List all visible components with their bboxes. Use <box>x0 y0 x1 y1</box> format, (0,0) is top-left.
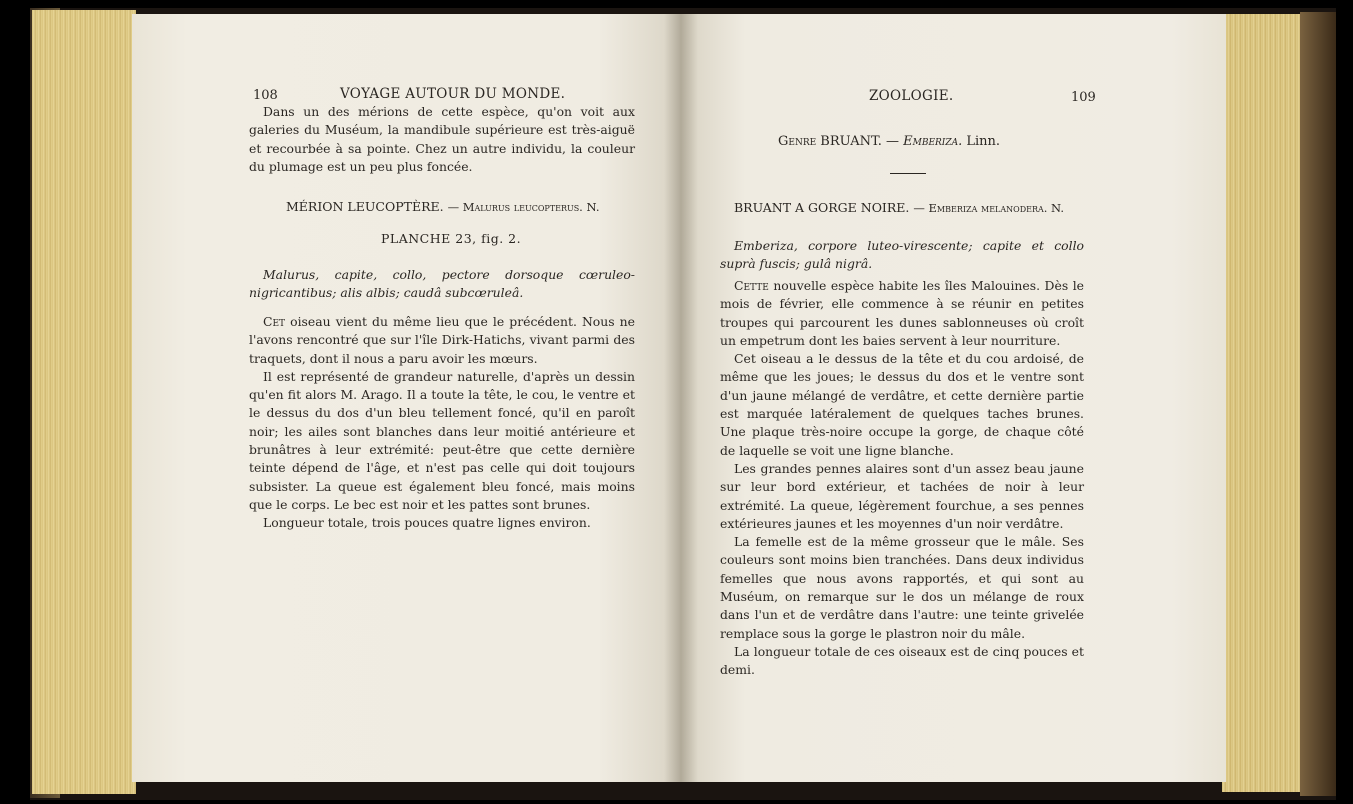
genus-title: Genre BRUANT. — <box>778 134 899 149</box>
genus-author: Linn. <box>966 134 1001 149</box>
left-species-heading <box>286 199 599 214</box>
genus-latin: Emberiza. <box>903 134 963 149</box>
right-species-title: BRUANT A GORGE NOIRE. <box>734 200 910 215</box>
page-edges-left <box>32 10 136 794</box>
page-edges-right <box>1222 14 1302 792</box>
book-gutter <box>664 14 698 782</box>
right-species-heading <box>734 200 1064 215</box>
left-running-head: VOYAGE AUTOUR DU MONDE. <box>340 86 566 102</box>
right-para-4: La femelle est de la même grosseur que le mâle. Ses couleurs sont moins bien tranchées. Dans deux individus femelles que nous avons rapportés, et qui sont au Muséum, on remarque sur le dos un mélange de roux dans l'un et de verdâtre dans l'autre: une teinte grivelée remplace sous la gorge le plastron noir du mâle. <box>720 534 1084 641</box>
right-species-latin: — Emberiza melanodera. N. <box>913 201 1065 215</box>
plate-reference: PLANCHE 23, fig. 2. <box>381 231 522 246</box>
left-para-2: Il est représenté de grandeur naturelle, d'après un dessin qu'en fit alors M. Arago. Il a toute la tête, le cou, le ventre et le dessus du dos d'un bleu tellement foncé, qu'il en paroît noir; les ailes sont blanches dans leur moitié antérieure et brunâtres à leur extrémité: peut-être que cette dernière teinte dépend de l'âge, et n'est pas celle qui doit toujours subsister. La queue est également bleu foncé, mais moins que le corps. Le bec est noir et les pattes sont brunes. <box>249 368 635 512</box>
left-para-1-text: oiseau vient du même lieu que le précédent. Nous ne l'avons rencontré que sur l'île Dirk-Hatichs, vivant parmi des traquets, dont il nous a paru avoir les mœurs. <box>249 314 635 366</box>
left-intro-paragraph <box>249 103 635 176</box>
right-page-number: 109 <box>1071 90 1096 105</box>
left-para-3: Longueur totale, trois pouces quatre lignes environ. <box>263 515 591 531</box>
left-diagnosis <box>249 266 635 303</box>
left-para-1-lead: Cet <box>263 314 286 329</box>
right-running-head: ZOOLOGIE. <box>869 88 954 104</box>
diagnosis-text: Malurus, capite, collo, pectore dorsoque cœruleo-nigricantibus; alis albis; caudâ subcœruleâ. <box>249 267 635 301</box>
section-divider <box>890 173 926 174</box>
left-body <box>249 313 635 533</box>
right-para-1-lead: Cette <box>734 278 769 293</box>
right-para-1-text: nouvelle espèce habite les îles Malouines. Dès le mois de février, elle commence à se réunir en petites troupes qui parcourent les dunes sablonneuses où croît un empetrum dont les baies servent à leur nourriture. <box>720 278 1084 348</box>
right-para-3: Les grandes pennes alaires sont d'un assez beau jaune sur leur bord extérieur, et tachées de noir à leur extrémité. La queue, légèrement fourchue, a ses pennes extérieures jaunes et les moyennes d'un noir verdâtre. <box>720 460 1084 531</box>
species-latin-name: — Malurus leucopterus. N. <box>447 200 600 214</box>
right-para-2: Cet oiseau a le dessus de la tête et du cou ardoisé, de même que les joues; le dessus du dos et le ventre sont d'un jaune mélangé de verdâtre, et cette dernière partie est marquée latéralement de quelques taches brunes. Une plaque très-noire occupe la gorge, de chaque côté de laquelle se voit une ligne blanche. <box>720 351 1084 458</box>
intro-text: Dans un des mérions de cette espèce, qu'on voit aux galeries du Muséum, la mandibule supérieure est très-aiguë et recourbée à sa pointe. Chez un autre individu, la couleur du plumage est un peu plus foncée. <box>249 104 635 174</box>
left-page-number: 108 <box>253 88 278 103</box>
right-para-5: La longueur totale de ces oiseaux est de cinq pouces et demi. <box>720 643 1084 678</box>
right-diagnosis-text: Emberiza, corpore luteo-virescente; capite et collo suprà fuscis; gulâ nigrâ. <box>720 238 1084 272</box>
right-para-1 <box>720 277 1084 350</box>
genus-heading <box>778 134 1000 149</box>
right-diagnosis <box>720 237 1084 274</box>
species-title: MÉRION LEUCOPTÈRE. <box>286 199 444 214</box>
left-para-1 <box>249 313 635 368</box>
right-body <box>720 277 1084 680</box>
book-cover-right <box>1300 12 1336 796</box>
